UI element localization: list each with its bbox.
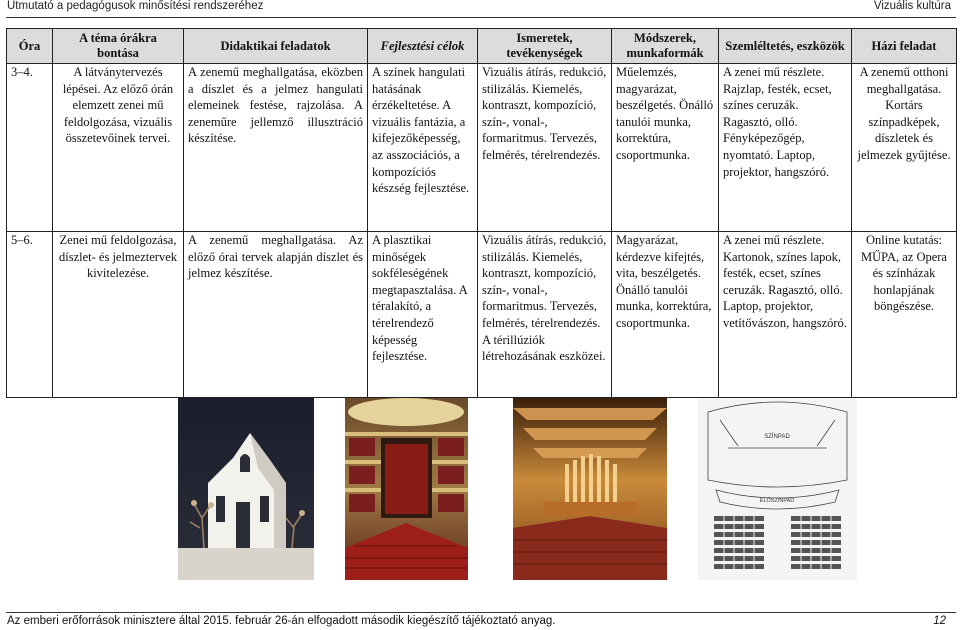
illustration-strip bbox=[0, 398, 960, 580]
cell-hazi: Online kutatás: MŰPA, az Opera és színházak honlapjának böngészése. bbox=[852, 232, 957, 398]
header-divider bbox=[6, 17, 956, 18]
paper-stage-model-photo bbox=[178, 398, 314, 580]
stage-label: SZÍNPAD bbox=[764, 434, 790, 440]
page-number: 12 bbox=[933, 615, 946, 627]
cell-hazi: A zenemű otthoni meghallgatása. Kortárs színpadképek, díszletek és jelmezek gyűjtése. bbox=[852, 64, 957, 232]
col-header-tema: A téma órákra bontása bbox=[53, 29, 184, 64]
front-stage-label: ELŐSZÍNPAD bbox=[759, 498, 795, 504]
cell-didaktikai: A zenemű meghallgatása, eközben a díszlet és a jelmez hangulati elemeinek festése, rajzolása. A zeneműre jellemző illusztráció készítése. bbox=[184, 64, 368, 232]
cell-ismeretek: Vizuális átírás, redukció, stilizálás. Kiemelés, kontraszt, kompozíció, szín-, vonal-, formaritmus. Tervezés, felmérés, térelrendezés. bbox=[478, 64, 612, 232]
cell-ismeretek: Vizuális átírás, redukció, stilizálás. Kiemelés, kontraszt, kompozíció, szín-, vonal-, formaritmus. Tervezés, felmérés, térelrendezés. A térillúziók létrehozásának eszközei. bbox=[478, 232, 612, 398]
theatre-seating-plan-drawing bbox=[698, 398, 857, 580]
cell-ora: 5–6. bbox=[7, 232, 53, 398]
cell-tema: Zenei mű feldolgozása, díszlet- és jelmeztervek kivitelezése. bbox=[53, 232, 184, 398]
table-row bbox=[7, 64, 957, 232]
cell-fejlesztesi: A plasztikai minőségek sokféleségének megtapasztalása. A téralakító, a térelrendező képesség fejlesztése. bbox=[368, 232, 478, 398]
col-header-hazi: Házi feladat bbox=[852, 29, 957, 64]
col-header-modszerek: Módszerek, munkaformák bbox=[612, 29, 719, 64]
col-header-szemleltetes: Szemléltetés, eszközök bbox=[719, 29, 852, 64]
opera-auditorium-photo bbox=[345, 398, 468, 580]
cell-didaktikai: A zenemű meghallgatása. Az előző órai tervek alapján díszlet és jelmez készítése. bbox=[184, 232, 368, 398]
page-header bbox=[0, 0, 960, 16]
cell-modszerek: Magyarázat, kérdezve kifejtés, vita, beszélgetés. Önálló tanulói munka, korrektúra, csoportmunka. bbox=[612, 232, 719, 398]
cell-tema: A látványtervezés lépései. Az előző órán elemzett zenei mű feldolgozása, vizuális összetevőinek tervei. bbox=[53, 64, 184, 232]
col-header-fejlesztesi: Fejlesztési célok bbox=[368, 29, 478, 64]
col-header-ismeretek: Ismeretek, tevékenységek bbox=[478, 29, 612, 64]
cell-fejlesztesi: A színek hangulati hatásának érzékeltetése. A vizuális fantázia, a kifejezőképesség, az asszociációs, a kompozíciós készség fejlesztése. bbox=[368, 64, 478, 232]
header-subject: Vizuális kultúra bbox=[873, 0, 951, 12]
col-header-didaktikai: Didaktikai feladatok bbox=[184, 29, 368, 64]
col-header-ora: Óra bbox=[7, 29, 53, 64]
table-row bbox=[7, 232, 957, 398]
table-header-row bbox=[7, 29, 957, 64]
footer-divider bbox=[6, 612, 956, 613]
footer-note: Az emberi erőforrások minisztere által 2015. február 26-án elfogadott második kiegészítő tájékoztató anyag. bbox=[7, 615, 556, 627]
cell-modszerek: Műelemzés, magyarázat, beszélgetés. Önálló tanulói munka, korrektúra, csoportmunka. bbox=[612, 64, 719, 232]
cell-szemleltetes: A zenei mű részlete. Rajzlap, festék, ecset, színes ceruzák. Ragasztó, olló. Fényképezőgép, nyomtató. Laptop, projektor, hangszóró. bbox=[719, 64, 852, 232]
concert-hall-photo bbox=[513, 398, 667, 580]
cell-ora: 3–4. bbox=[7, 64, 53, 232]
header-title: Útmutató a pedagógusok minősítési rendszeréhez bbox=[7, 0, 264, 12]
lesson-plan-table bbox=[6, 28, 957, 398]
cell-szemleltetes: A zenei mű részlete. Kartonok, színes lapok, festék, ecset, színes ceruzák. Ragasztó, olló. Laptop, projektor, vetítővászon, hangszóró. bbox=[719, 232, 852, 398]
